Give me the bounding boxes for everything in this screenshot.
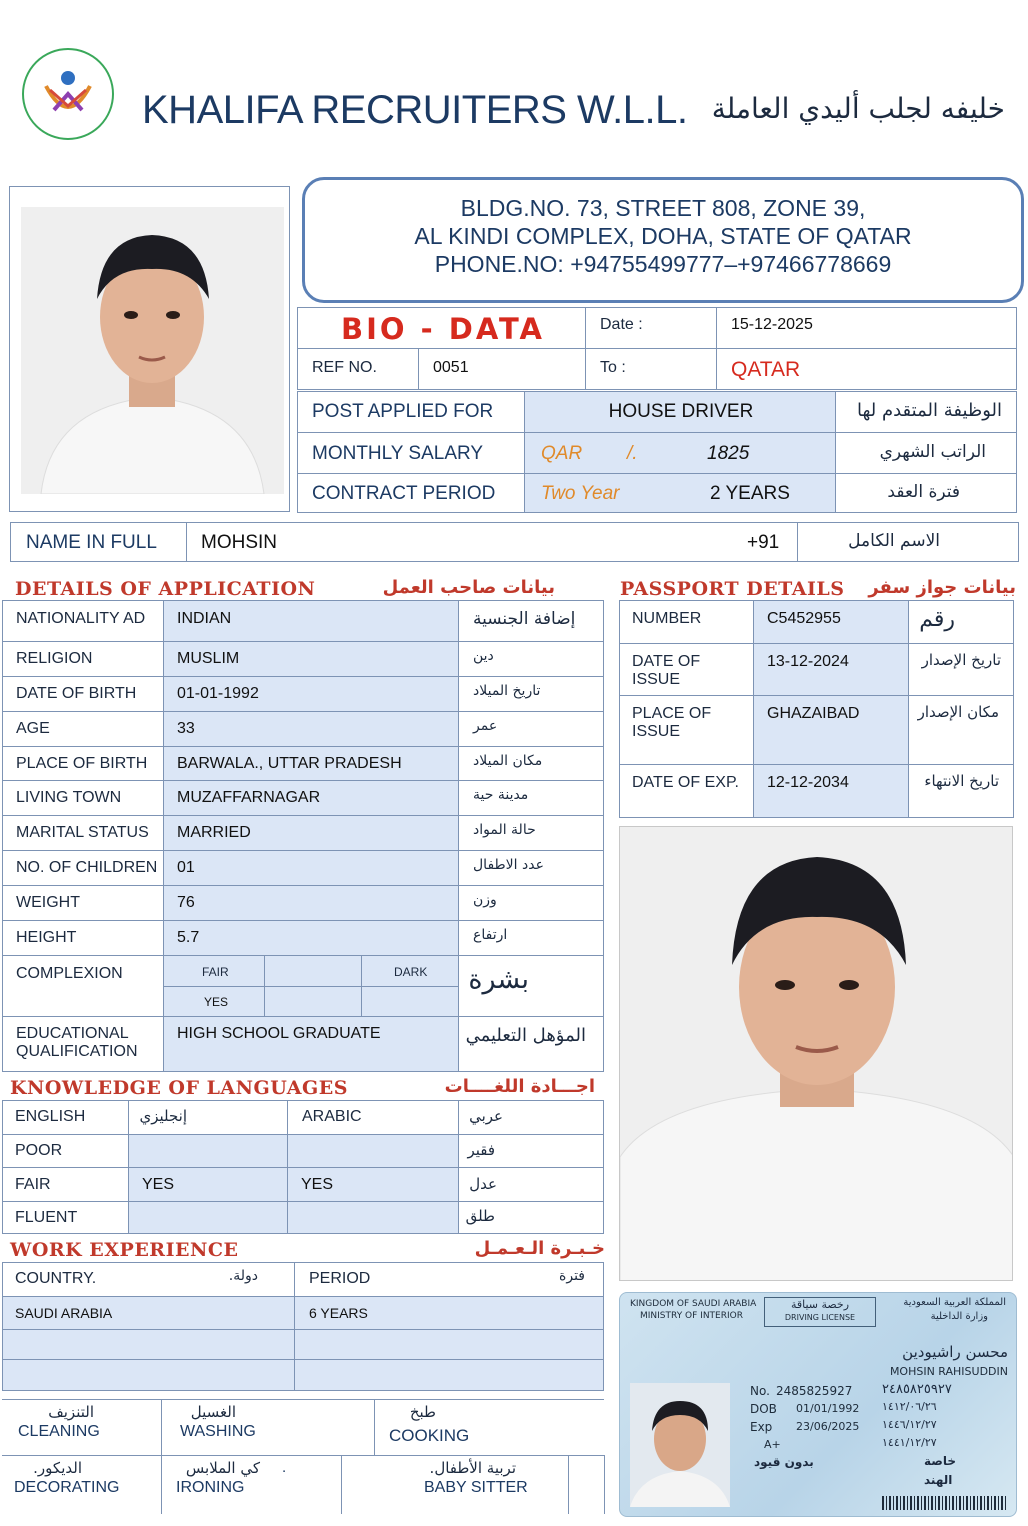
name-value-cell (186, 522, 798, 562)
ref-value-cell (418, 348, 586, 390)
company-name: KHALIFA RECRUITERS W.L.L. (142, 88, 688, 132)
license-photo (630, 1383, 730, 1507)
skills-divider-1 (161, 1399, 162, 1514)
app-row-value: 01-01-1992 (177, 685, 259, 702)
cleaning-label: CLEANING (18, 1423, 100, 1440)
work-row-3-period-cell (294, 1359, 604, 1391)
ironing-ar: كي الملابس (185, 1459, 260, 1477)
skills-divider-3 (341, 1455, 342, 1514)
license-ministry-ar: وزارة الداخلية (930, 1311, 988, 1322)
date-value: 15-12-2025 (731, 316, 813, 333)
app-row-label: NATIONALITY AD (16, 610, 146, 627)
app-label-cell (2, 711, 164, 747)
education-value: HIGH SCHOOL GRADUATE (177, 1025, 381, 1042)
company-logo (22, 48, 114, 140)
name-ar-cell (797, 522, 1019, 562)
babysitter-ar: تربية الأطفال. (429, 1459, 516, 1477)
app-value-cell (163, 780, 459, 816)
app-row-ar: ارتفاع (473, 927, 508, 943)
complexion-empty-cell-2 (361, 986, 459, 1017)
complexion-yes-cell (163, 986, 265, 1017)
app-value-cell (163, 815, 459, 851)
skills-divider-4 (568, 1455, 569, 1514)
ironing-label: IRONING (176, 1479, 245, 1496)
applicant-photo (21, 207, 284, 494)
issue-place-label-1: PLACE OF (632, 705, 712, 722)
ref-value: 0051 (433, 359, 469, 376)
lang-fair-arabic-cell (287, 1167, 459, 1202)
work-title-ar: خـبـرة الـعـمـل (474, 1238, 605, 1259)
lang-fluent: FLUENT (15, 1209, 78, 1226)
app-ar-cell (458, 920, 604, 956)
company-name-arabic: خليفه لجلب أليدي العاملة (711, 92, 1005, 125)
name-ar: الاسم الكامل (848, 531, 940, 551)
app-row-ar: مكان الميلاد (473, 753, 543, 769)
license-no-ar: ٢٤٨٥٨٢٥٩٢٧ (882, 1382, 952, 1397)
app-row-value: MUSLIM (177, 650, 240, 667)
date-label-cell (585, 307, 717, 349)
lang-english: ENGLISH (15, 1108, 86, 1125)
post-ar-cell (835, 391, 1017, 433)
license-blood: A+ (764, 1438, 781, 1451)
lang-poor-label-cell (2, 1134, 129, 1168)
salary-value-cell (524, 432, 836, 474)
lang-head-english-cell (2, 1100, 129, 1135)
lang-arabic-ar: عربي (469, 1107, 503, 1125)
app-row-value: INDIAN (177, 610, 232, 627)
work-row-1-period-cell (294, 1296, 604, 1330)
post-value-cell (524, 391, 836, 433)
salary-value: 1825 (707, 443, 750, 464)
lang-head-english-ar-cell (128, 1100, 288, 1135)
skills-divider-2 (374, 1399, 375, 1455)
app-label-cell (2, 850, 164, 886)
complexion-ar-cell (458, 955, 604, 1017)
lang-english-fair: YES (142, 1176, 175, 1193)
exp-ar: تاريخ الانتهاء (924, 772, 999, 790)
complexion-value: YES (204, 995, 229, 1009)
lang-fluent-ar: طلق (465, 1207, 495, 1225)
ref-label: REF NO. (312, 359, 377, 376)
post-value: HOUSE DRIVER (608, 401, 754, 422)
lang-fluent-label-cell (2, 1201, 129, 1234)
app-row-ar: دين (473, 648, 494, 664)
passport-title: PASSPORT DETAILS (620, 578, 845, 600)
app-ar-cell (458, 711, 604, 747)
app-label-cell (2, 746, 164, 781)
education-label-1: EDUCATIONAL (16, 1025, 129, 1042)
lang-fair: FAIR (15, 1176, 51, 1193)
education-value-cell (163, 1016, 459, 1072)
to-label: To : (600, 359, 626, 376)
work-country-head-cell (2, 1262, 295, 1297)
license-dob-value: 01/01/1992 (796, 1402, 860, 1415)
lang-arabic: ARABIC (302, 1108, 362, 1125)
license-no-value: 2485825927 (776, 1384, 853, 1398)
app-ar-cell (458, 676, 604, 712)
app-row-ar: وزن (473, 892, 497, 908)
languages-title: KNOWLEDGE OF LANGUAGES (10, 1077, 348, 1099)
to-label-cell (585, 348, 717, 390)
complexion-fair: FAIR (202, 965, 229, 979)
date-label: Date : (600, 316, 643, 333)
app-row-value: MARRIED (177, 824, 251, 841)
complexion-fair-cell (163, 955, 265, 987)
app-value-cell (163, 746, 459, 781)
complexion-ar: بشرة (468, 964, 529, 995)
lang-poor: POOR (15, 1142, 63, 1159)
name-value: MOHSIN (201, 532, 277, 553)
passport-number-label-cell (619, 600, 754, 644)
complexion-label-cell (2, 955, 164, 1017)
work-row-1-country-cell (2, 1296, 295, 1330)
passport-title-ar: بيانات جواز سفر (868, 577, 1016, 598)
app-value-cell (163, 600, 459, 642)
cooking-ar: طبخ (409, 1403, 436, 1421)
issue-date-ar: تاريخ الإصدار (921, 651, 1001, 669)
education-label-cell (2, 1016, 164, 1072)
ironing-dot: . (282, 1459, 287, 1476)
passport-number-value-cell (753, 600, 909, 644)
contract-label-cell (297, 473, 525, 513)
address-line-1: BLDG.NO. 73, STREET 808, ZONE 39, (460, 195, 866, 221)
exp-label-cell (619, 764, 754, 818)
app-ar-cell (458, 850, 604, 886)
work-period-head-cell (294, 1262, 604, 1297)
license-kingdom: KINGDOM OF SAUDI ARABIA (630, 1299, 757, 1309)
lang-fluent-ar-cell (458, 1201, 604, 1234)
issue-date-label-2: ISSUE (632, 671, 681, 688)
license-barcode (882, 1496, 1008, 1510)
contract-hint: Two Year (541, 483, 620, 504)
license-kingdom-ar: المملكة العربية السعودية (903, 1297, 1006, 1308)
app-ar-cell (458, 815, 604, 851)
decorating-label: DECORATING (14, 1479, 120, 1496)
app-row-value: 5.7 (177, 929, 200, 946)
work-title: WORK EXPERIENCE (10, 1239, 239, 1261)
lang-head-arabic-cell (287, 1100, 459, 1135)
work-row-2-country-cell (2, 1329, 295, 1360)
education-label-2: QUALIFICATION (16, 1043, 138, 1060)
washing-ar: الغسيل (190, 1403, 236, 1421)
license-exp-value: 23/06/2025 (796, 1420, 860, 1433)
app-ar-cell (458, 600, 604, 642)
exp-value: 12-12-2034 (767, 774, 849, 791)
app-label-cell (2, 815, 164, 851)
app-ar-cell (458, 885, 604, 921)
app-row-ar: مدينة حية (473, 787, 529, 803)
exp-value-cell (753, 764, 909, 818)
lang-english-ar: إنجليزي (139, 1107, 187, 1125)
license-dob-ar: ١٤١٢/٠٦/٢٦ (882, 1400, 937, 1413)
lang-fair-english-cell (128, 1167, 288, 1202)
education-ar-cell (458, 1016, 604, 1072)
app-value-cell (163, 676, 459, 712)
to-value-cell (716, 348, 1017, 390)
app-label-cell (2, 885, 164, 921)
lang-fluent-arabic-cell (287, 1201, 459, 1234)
ref-label-cell (297, 348, 419, 390)
app-value-cell (163, 885, 459, 921)
issue-date-label-cell (619, 643, 754, 696)
lang-poor-ar-cell (458, 1134, 604, 1168)
salary-label: MONTHLY SALARY (312, 443, 484, 464)
app-row-label: MARITAL STATUS (16, 824, 149, 841)
phone-line: PHONE.NO: +94755499777–+97466778669 (434, 251, 892, 277)
issue-place-value-cell (753, 695, 909, 765)
app-row-label: PLACE OF BIRTH (16, 755, 148, 772)
issue-place-ar: مكان الإصدار (917, 703, 999, 721)
license-title: DRIVING LICENSE (784, 1313, 856, 1322)
app-row-label: NO. OF CHILDREN (16, 859, 158, 876)
app-row-label: RELIGION (16, 650, 93, 667)
lang-fair-ar-cell (458, 1167, 604, 1202)
application-title-ar: بيانات صاحب العمل (382, 577, 555, 598)
app-row-ar: إضافة الجنسية (473, 609, 576, 629)
app-row-ar: تاريخ الميلاد (473, 683, 541, 699)
license-name-ar: محسن راشيودين (902, 1343, 1008, 1361)
work-country-value: SAUDI ARABIA (15, 1305, 113, 1321)
address-line-2: AL KINDI COMPLEX, DOHA, STATE OF QATAR (414, 223, 912, 249)
license-no-label: No. (750, 1384, 770, 1398)
work-period-value: 6 YEARS (309, 1305, 368, 1321)
post-label-cell (297, 391, 525, 433)
complexion-empty-cell-1 (264, 986, 362, 1017)
contract-ar: فترة العقد (887, 482, 960, 502)
post-ar: الوظيفة المتقدم لها (856, 400, 1002, 421)
app-value-cell (163, 850, 459, 886)
license-nationality-ar: الهند (924, 1473, 953, 1487)
issue-date-value: 13-12-2024 (767, 653, 849, 670)
languages-title-ar: اجـــادة اللغــــات (444, 1076, 595, 1097)
contract-ar-cell (835, 473, 1017, 513)
app-row-value: MUZAFFARNAGAR (177, 789, 321, 806)
app-label-cell (2, 641, 164, 677)
app-value-cell (163, 920, 459, 956)
applicant-photo-large (619, 826, 1013, 1281)
skills-top-rule (2, 1399, 604, 1400)
lang-poor-ar: فقير (467, 1141, 495, 1159)
issue-place-ar-cell (908, 695, 1014, 765)
app-label-cell (2, 600, 164, 642)
app-label-cell (2, 920, 164, 956)
license-issue-ar: ١٤٤١/١٢/٢٧ (882, 1436, 937, 1449)
education-ar: المؤهل التعليمي (465, 1025, 586, 1046)
skills-divider-5 (604, 1455, 605, 1514)
app-label-cell (2, 780, 164, 816)
cleaning-ar: التنزيف (48, 1403, 94, 1421)
app-row-ar: حالة المواد (473, 822, 536, 838)
license-ministry: MINISTRY OF INTERIOR (640, 1311, 743, 1321)
complexion-dark: DARK (394, 965, 428, 979)
lang-fair-label-cell (2, 1167, 129, 1202)
app-row-label: LIVING TOWN (16, 789, 122, 806)
work-row-2-period-cell (294, 1329, 604, 1360)
app-row-label: DATE OF BIRTH (16, 685, 137, 702)
lang-fair-ar: عدل (469, 1175, 497, 1193)
license-title-ar: رخصة سياقة (790, 1298, 850, 1311)
license-type-ar: خاصة (924, 1454, 957, 1468)
passport-number-value: C5452955 (767, 610, 841, 627)
app-row-label: AGE (16, 720, 50, 737)
lang-fluent-english-cell (128, 1201, 288, 1234)
date-value-cell (716, 307, 1017, 349)
post-label: POST APPLIED FOR (312, 401, 494, 422)
lang-arabic-fair: YES (301, 1176, 334, 1193)
salary-currency: QAR (541, 443, 583, 464)
name-code: +91 (747, 532, 780, 553)
washing-label: WASHING (180, 1423, 256, 1440)
app-ar-cell (458, 641, 604, 677)
biodata-title: BIO - DATA (340, 312, 545, 346)
name-label: NAME IN FULL (26, 532, 157, 553)
app-row-value: 33 (177, 720, 195, 737)
issue-place-label-cell (619, 695, 754, 765)
app-value-cell (163, 641, 459, 677)
address-box (302, 177, 1024, 303)
issue-date-value-cell (753, 643, 909, 696)
cooking-label: COOKING (389, 1426, 470, 1445)
lang-poor-english-cell (128, 1134, 288, 1168)
salary-separator: /. (627, 443, 638, 464)
salary-label-cell (297, 432, 525, 474)
work-period-ar: فترة (559, 1268, 585, 1284)
work-country-label: COUNTRY. (15, 1270, 97, 1287)
issue-place-value: GHAZAIBAD (767, 705, 860, 722)
decorating-ar: الديكور. (33, 1459, 82, 1477)
issue-place-label-2: ISSUE (632, 723, 681, 740)
app-value-cell (163, 711, 459, 747)
lang-head-arabic-ar-cell (458, 1100, 604, 1135)
contract-label: CONTRACT PERIOD (312, 483, 496, 504)
biodata-title-cell (297, 307, 586, 349)
app-ar-cell (458, 746, 604, 781)
license-name: MOHSIN RAHISUDDIN (889, 1365, 1008, 1378)
app-row-value: BARWALA., UTTAR PRADESH (177, 755, 402, 772)
license-dob-label: DOB (750, 1402, 777, 1416)
app-row-label: HEIGHT (16, 929, 77, 946)
issue-date-ar-cell (908, 643, 1014, 696)
license-title-box (764, 1297, 876, 1327)
babysitter-label: BABY SITTER (424, 1479, 528, 1496)
work-period-label: PERIOD (309, 1270, 371, 1287)
to-value: QATAR (731, 358, 801, 381)
salary-ar-cell (835, 432, 1017, 474)
work-country-ar: دولة. (228, 1268, 258, 1284)
app-row-value: 01 (177, 859, 195, 876)
exp-label: DATE OF EXP. (632, 774, 739, 791)
exp-ar-cell (908, 764, 1014, 818)
application-title: DETAILS OF APPLICATION (15, 578, 316, 600)
lang-poor-arabic-cell (287, 1134, 459, 1168)
passport-number-ar: رقم (919, 607, 955, 632)
app-row-value: 76 (177, 894, 195, 911)
complexion-mid-cell (264, 955, 362, 987)
app-row-label: WEIGHT (16, 894, 80, 911)
app-ar-cell (458, 780, 604, 816)
contract-value: 2 YEARS (710, 483, 790, 504)
complexion-label: COMPLEXION (16, 965, 123, 982)
license-restrictions-ar: بدون قيود (754, 1455, 814, 1469)
license-exp-ar: ١٤٤٦/١٢/٢٧ (882, 1418, 937, 1431)
photo-frame (9, 186, 290, 512)
name-label-cell (10, 522, 187, 562)
app-row-ar: عدد الاطفال (473, 857, 544, 873)
app-label-cell (2, 676, 164, 712)
work-row-3-country-cell (2, 1359, 295, 1391)
driving-license-card (619, 1292, 1017, 1517)
skills-mid-rule (2, 1455, 604, 1456)
issue-date-label-1: DATE OF (632, 653, 701, 670)
license-exp-label: Exp (750, 1420, 773, 1434)
contract-value-cell (524, 473, 836, 513)
complexion-dark-cell (361, 955, 459, 987)
salary-ar: الراتب الشهري (879, 442, 986, 462)
passport-number-ar-cell (908, 600, 1014, 644)
passport-number-label: NUMBER (632, 610, 702, 627)
app-row-ar: عمر (473, 718, 498, 734)
